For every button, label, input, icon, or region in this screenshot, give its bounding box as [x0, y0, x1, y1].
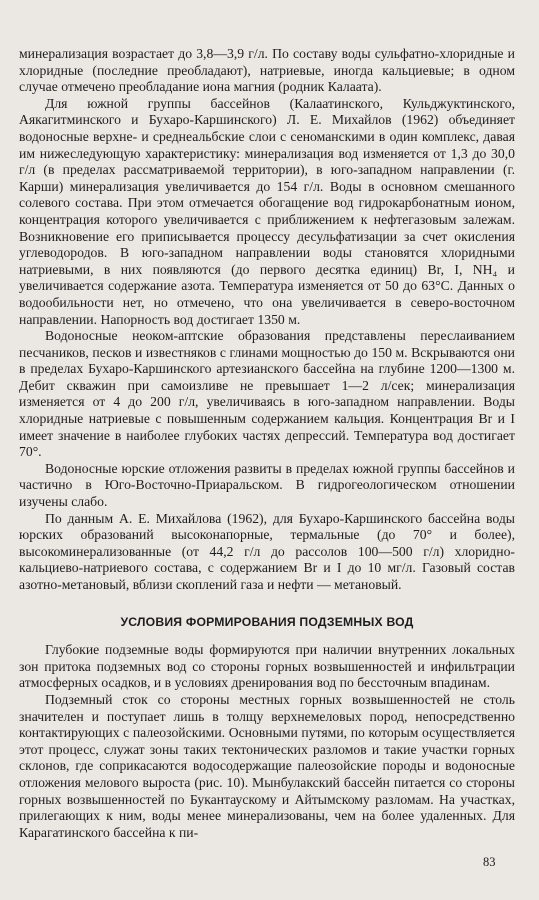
- paragraph-deep-waters: Глубокие подземные воды формируются при наличии внутренних локальных зон притока подземных вод со стороны горных возвышенностей и инфильтрации атмосферных осадков, и в условиях дренирования вод по бессточным впадинам.: [19, 642, 515, 691]
- paragraph-neocom-apt: Водоносные неоком-аптские образования представлены переслаиванием песчаников, песков и известняков с глинами мощностью до 150 м. Вскрываются они в пределах Бухаро-Каршинского артезианского бассейна на глубине 1200—1300 м. Дебит скважин при самоизливе не превышает 1—2 л/сек; минерализация изменяется от 4 до 200 г/л, увеличиваясь в юго-западном направлении. Воды хлоридные натриевые с повышенным содержанием кальция. Концентрация Br и I имеет значение в наиболее глубоких частях депрессий. Температура вод достигает 70°.: [19, 328, 515, 460]
- section-heading: УСЛОВИЯ ФОРМИРОВАНИЯ ПОДЗЕМНЫХ ВОД: [120, 614, 414, 629]
- page-text: [19, 46, 515, 841]
- paragraph-mikhailov-data: По данным А. Е. Михайлова (1962), для Бухаро-Каршинского бассейна воды юрских образований высоконапорные, термальные (до 70° и более), высокоминерализованные (от 44,2 г/л до рассолов 100—500 г/л) хлоридно-кальциево-натриевого состава, с содержанием Br и I до 10 мг/л. Газовый состав азотно-метановый, вблизи скоплений газа и нефти — метановый.: [19, 510, 515, 592]
- paragraph-underground-flow: Подземный сток со стороны местных горных возвышенностей не столь значителен и поступает лишь в толщу верхнемеловых пород, непосредственно контактирующих с палеозойскими. Основными путями, по которым осуществляется этот процесс, служат зоны таких тектонических разломов и такие участки горных склонов, где соприкасаются водосодержащие палеозойские породы и водоносные отложения мелового выроста (рис. 10). Мынбулакский бассейн питается со стороны горных возвышенностей по Букантаускому и Айтымскому разломам. На участках, прилегающих к ним, воды менее минерализованы, чем на более удаленных. Для Карагатинского бассейна к пи-: [19, 691, 515, 840]
- paragraph-continuation: минерализация возрастает до 3,8—3,9 г/л. По составу воды сульфатно-хлоридные и хлоридные (последние преобладают), натриевые, иногда кальциевые; в одном случае отмечено преобладание иона магния (родник Калаата).: [19, 46, 515, 95]
- page-number: 83: [483, 855, 496, 869]
- paragraph-southern-basins: Для южной группы бассейнов (Калаатинского, Кульджуктинского, Аякагитминского и Бухаро-Каршинского) Л. Е. Михайлов (1962) объединяет водоносные верхне- и среднеальбские слои с сеноманскими в один комплекс, давая им нижеследующую характеристику: минерализация вод изменяется от 1,3 до 30,0 г/л (в пределах рассматриваемой территории), в юго-западном направлении (г. Карши) минерализация увеличивается до 154 г/л. Воды в основном смешанного солевого состава. При этом отмечается обогащение вод гидрокарбонатным ионом, концентрация которого увеличивается с приближением к нефтегазовым залежам. Возникновение его приписывается процессу десульфатизации за счет окисления углеводородов. В юго-западном направлении воды становятся хлоридными натриевыми, в них появляются (до первого десятка единиц) Br, I, NH₄ и увеличивается содержание азота. Температура изменяется от 50 до 63°C. Данных о водообильности нет, но отмечено, что она увеличивается в северо-восточном направлении. Напорность вод достигает 1350 м.: [19, 95, 515, 327]
- paragraph-jurassic: Водоносные юрские отложения развиты в пределах южной группы бассейнов и частично в Юго-Восточно-Приаральском. В гидрогеологическом отношении изучены слабо.: [19, 460, 515, 510]
